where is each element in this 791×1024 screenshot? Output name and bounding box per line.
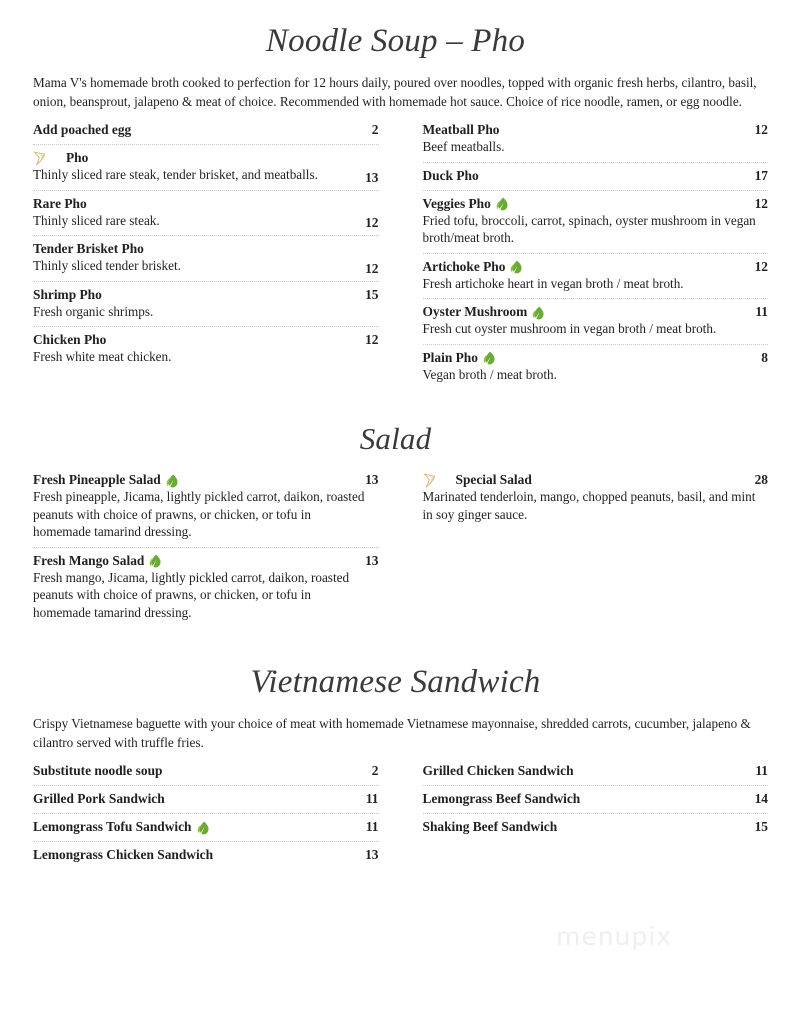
item-name <box>33 121 361 138</box>
item-header <box>33 195 379 212</box>
vegetarian-leaf-icon <box>483 351 496 365</box>
item-header <box>33 240 379 257</box>
item-name <box>33 471 361 488</box>
menu-item[interactable] <box>423 785 769 813</box>
item-name-text: Shrimp Pho <box>33 286 102 302</box>
item-header <box>423 167 769 184</box>
item-price: 12 <box>365 332 379 347</box>
item-header <box>33 846 379 863</box>
item-price: 13 <box>365 552 379 568</box>
item-divider <box>33 235 379 236</box>
menu-item[interactable] <box>33 235 379 281</box>
item-divider <box>33 144 379 145</box>
item-body <box>423 138 769 156</box>
item-name <box>33 818 361 835</box>
item-price: 12 <box>754 122 768 137</box>
menu-item[interactable] <box>33 547 379 628</box>
vegetarian-leaf-icon <box>166 474 179 488</box>
item-header <box>33 818 379 835</box>
menu-item[interactable] <box>33 471 379 547</box>
item-price: 17 <box>754 167 768 183</box>
item-body <box>423 366 769 384</box>
item-divider <box>423 298 769 299</box>
menupix-watermark: menupix <box>556 922 673 951</box>
sandwich-columns <box>0 762 791 869</box>
item-divider <box>423 785 769 786</box>
item-name <box>33 149 361 166</box>
item-name-text: Veggies Pho <box>422 195 491 211</box>
menu-item[interactable] <box>423 190 769 253</box>
item-divider <box>423 813 769 814</box>
item-price: 2 <box>371 122 379 137</box>
item-body <box>423 488 769 523</box>
item-body <box>33 303 379 321</box>
item-header <box>423 195 769 212</box>
item-name-text: Lemongrass Beef Sandwich <box>422 791 581 806</box>
item-name-text: Lemongrass Chicken Sandwich <box>33 847 214 862</box>
item-description: Fresh artichoke heart in vegan broth / meat broth. <box>422 275 684 291</box>
item-header <box>33 471 379 488</box>
item-price: 14 <box>754 791 768 806</box>
vegetarian-leaf-icon <box>149 554 162 568</box>
menu-item[interactable] <box>33 326 379 372</box>
item-price: 12 <box>365 260 379 276</box>
item-name <box>423 195 751 212</box>
salad-left-column <box>33 471 401 627</box>
salad-columns <box>0 471 791 627</box>
item-price: 12 <box>365 215 379 230</box>
menu-item[interactable] <box>33 785 379 813</box>
item-body <box>33 257 379 275</box>
item-name <box>423 790 751 807</box>
item-name-text: Grilled Chicken Sandwich <box>422 763 574 778</box>
item-header <box>423 818 769 835</box>
item-name-text: Special Salad <box>455 472 532 487</box>
item-name-text: Shaking Beef Sandwich <box>422 819 558 834</box>
section-description-sandwich: Crispy Vietnamese baguette with your choice of meat with homemade Vietnamese mayonnaise, shredded carrots, cucumber, jalapeno & cilantro served with truffle fries. <box>33 716 751 750</box>
item-divider <box>33 785 379 786</box>
item-header <box>33 552 379 569</box>
item-name-text: Chicken Pho <box>33 332 107 347</box>
item-name <box>33 240 361 257</box>
item-price: 2 <box>371 763 379 778</box>
item-description: Vegan broth / meat broth. <box>422 366 557 382</box>
section-description-pho: Mama V's homemade broth cooked to perfection for 12 hours daily, poured over noodles, topped with organic fresh herbs, cilantro, basil, onion, beansprout, jalapeno & meat of choice. Recommended with homemade hot sauce. Choice of rice noodle, ramen, or egg noodle. <box>33 75 757 109</box>
item-name-text: Fresh Pineapple Salad <box>33 472 161 487</box>
item-price: 11 <box>365 819 379 834</box>
item-name <box>33 286 361 303</box>
chef-special-icon <box>423 473 440 488</box>
chef-special-icon <box>33 151 50 166</box>
item-price: 15 <box>754 819 768 834</box>
item-divider <box>33 841 379 842</box>
item-body <box>423 275 769 293</box>
item-header <box>423 471 769 488</box>
menu-item[interactable] <box>423 471 769 529</box>
item-header <box>33 149 379 166</box>
item-name <box>423 303 751 320</box>
item-price: 8 <box>761 349 768 365</box>
item-name <box>33 552 361 569</box>
item-name-text: Grilled Pork Sandwich <box>33 791 165 806</box>
item-name <box>423 258 751 275</box>
menu-item[interactable] <box>423 253 769 299</box>
menu-item[interactable] <box>423 121 769 162</box>
item-description: Thinly sliced rare steak. <box>33 212 160 228</box>
item-divider <box>423 344 769 345</box>
item-name <box>423 471 751 488</box>
item-description: Thinly sliced rare steak, tender brisket, and meatballs. <box>33 167 318 182</box>
vegetarian-leaf-icon <box>197 821 210 835</box>
item-header <box>33 790 379 807</box>
item-divider <box>423 253 769 254</box>
item-name-text: Rare Pho <box>33 195 87 211</box>
item-divider <box>423 190 769 191</box>
item-price: 12 <box>754 195 768 211</box>
item-price: 11 <box>365 791 379 806</box>
item-description: Fried tofu, broccoli, carrot, spinach, oyster mushroom in vegan broth/meat broth. <box>422 212 756 245</box>
vegetarian-leaf-icon <box>532 306 545 320</box>
item-body <box>33 488 379 541</box>
menu-item[interactable] <box>423 162 769 190</box>
item-price: 13 <box>365 169 379 185</box>
vegetarian-leaf-icon <box>496 197 509 211</box>
pho-right-column <box>401 121 769 389</box>
sandwich-left-column <box>33 762 401 869</box>
item-description: Marinated tenderloin, mango, chopped peanuts, basil, and mint in soy ginger sauce. <box>422 489 756 522</box>
menu-item[interactable] <box>423 813 769 841</box>
vegetarian-leaf-icon <box>510 260 523 274</box>
item-name <box>33 195 361 212</box>
menu-item[interactable] <box>423 762 769 785</box>
item-divider <box>33 326 379 327</box>
item-header <box>33 121 379 138</box>
item-price: 15 <box>365 286 379 302</box>
item-divider <box>33 281 379 282</box>
item-name <box>423 818 751 835</box>
item-description: Beef meatballs. <box>422 139 505 154</box>
item-body <box>33 166 379 184</box>
pho-columns <box>0 121 791 389</box>
item-name-text: Duck Pho <box>422 167 479 183</box>
item-header <box>423 258 769 275</box>
section-title-sandwich: Vietnamese Sandwich <box>250 664 541 700</box>
item-name-text: Pho <box>66 150 89 165</box>
item-name <box>423 762 751 779</box>
item-body <box>33 212 379 230</box>
item-name-text: Lemongrass Tofu Sandwich <box>33 819 192 834</box>
item-price: 12 <box>754 258 768 274</box>
menu-item[interactable] <box>33 190 379 236</box>
item-description: Fresh cut oyster mushroom in vegan broth / meat broth. <box>422 321 717 336</box>
item-name <box>33 846 361 863</box>
item-header <box>423 121 769 138</box>
section-title-salad: Salad <box>359 421 432 456</box>
item-price: 13 <box>365 847 379 862</box>
item-name-text: Oyster Mushroom <box>422 304 528 319</box>
item-price: 28 <box>754 472 768 487</box>
item-price: 13 <box>365 472 379 487</box>
item-description: Fresh pineapple, Jicama, lightly pickled carrot, daikon, roasted peanuts with choice of prawns, or chicken, or tofu in homemade tamarind dressing. <box>33 489 365 539</box>
item-price: 11 <box>755 304 768 319</box>
salad-right-column <box>401 471 769 529</box>
menu-item[interactable] <box>423 298 769 344</box>
section-title-pho: Noodle Soup – Pho <box>265 23 526 59</box>
item-header <box>423 303 769 320</box>
item-name <box>33 762 361 779</box>
item-body <box>33 569 379 622</box>
item-price: 11 <box>755 763 768 778</box>
menu-item[interactable] <box>33 121 379 144</box>
item-header <box>33 286 379 303</box>
item-divider <box>423 162 769 163</box>
item-description: Fresh organic shrimps. <box>33 303 154 319</box>
item-divider <box>33 547 379 548</box>
item-divider <box>33 813 379 814</box>
item-header <box>423 790 769 807</box>
item-name <box>423 121 751 138</box>
item-name-text: Artichoke Pho <box>422 258 506 274</box>
item-name-text: Meatball Pho <box>422 122 500 137</box>
item-divider <box>33 190 379 191</box>
item-header <box>423 762 769 779</box>
item-description: Fresh white meat chicken. <box>33 349 172 364</box>
item-description: Fresh mango, Jicama, lightly pickled carrot, daikon, roasted peanuts with choice of prawns, or chicken, or tofu in homemade tamarind dressing. <box>33 569 350 620</box>
item-name <box>33 331 361 348</box>
item-name-text: Tender Brisket Pho <box>33 241 144 256</box>
item-name-text: Substitute noodle soup <box>33 763 163 778</box>
menu-item[interactable] <box>33 813 379 841</box>
item-header <box>423 349 769 366</box>
menu-item[interactable] <box>33 144 379 190</box>
sandwich-right-column <box>401 762 769 841</box>
item-name-text: Fresh Mango Salad <box>33 552 145 568</box>
menu-item[interactable] <box>33 841 379 869</box>
item-name-text: Plain Pho <box>422 349 478 365</box>
item-description: Thinly sliced tender brisket. <box>33 258 181 273</box>
item-name <box>423 349 751 366</box>
item-header <box>33 331 379 348</box>
pho-left-column <box>33 121 401 372</box>
item-name <box>33 790 361 807</box>
item-body <box>423 212 769 247</box>
menu-item[interactable] <box>423 344 769 390</box>
menu-item[interactable] <box>33 762 379 785</box>
menu-item[interactable] <box>33 281 379 327</box>
item-header <box>33 762 379 779</box>
item-body <box>33 348 379 366</box>
item-name <box>423 167 751 184</box>
item-name-text: Add poached egg <box>33 122 132 137</box>
item-body <box>423 320 769 338</box>
